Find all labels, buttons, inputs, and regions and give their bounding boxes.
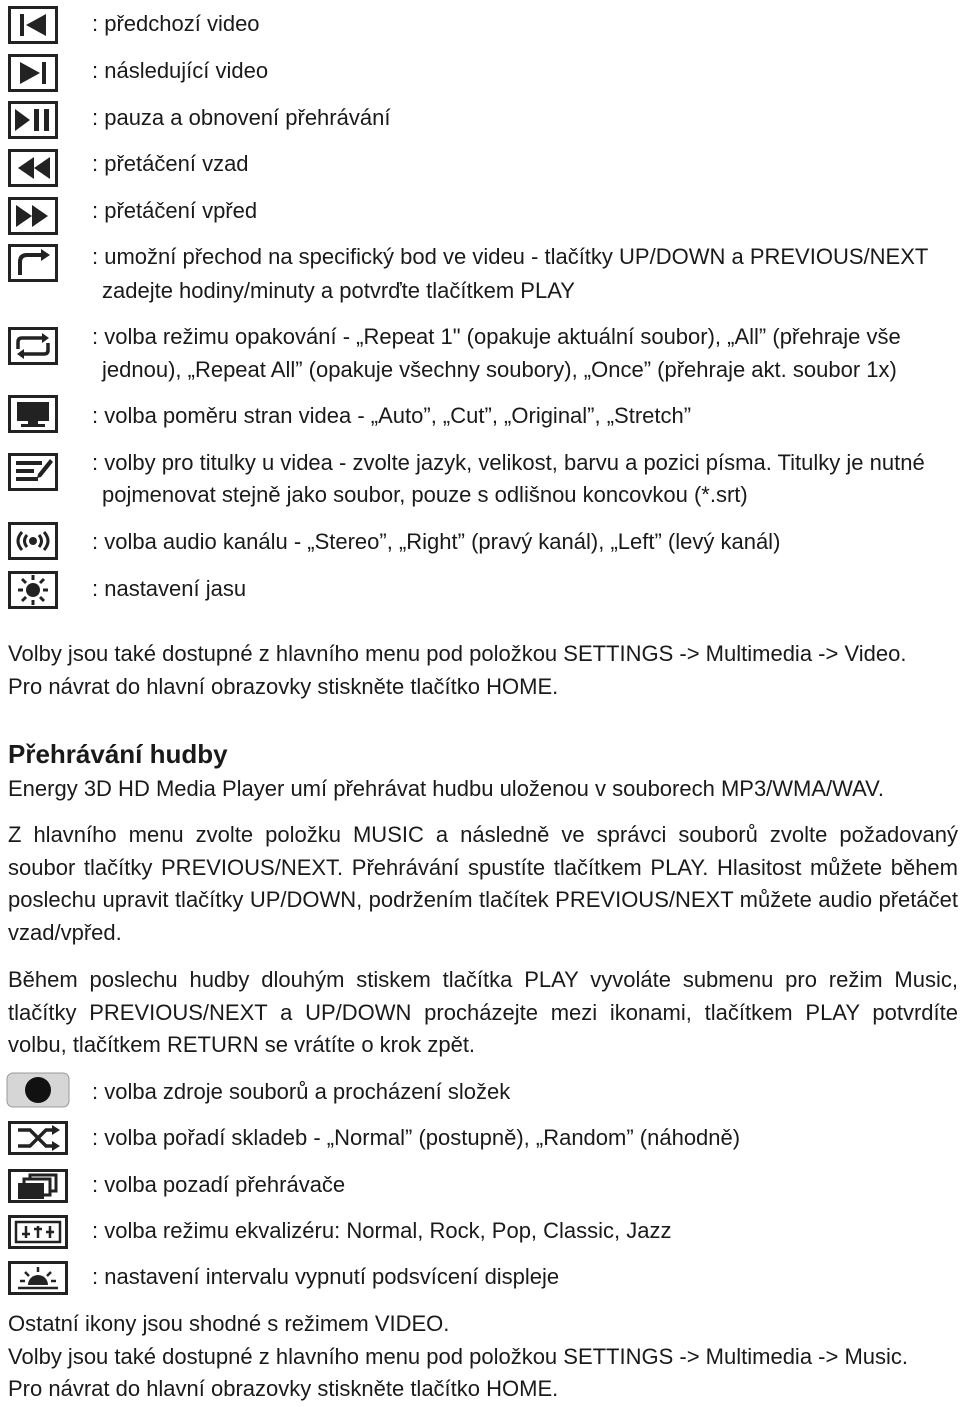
music-settings-note-line1: Ostatní ikony jsou shodné s režimem VIDEO. xyxy=(8,1311,450,1336)
shuffle-label: : volba pořadí skladeb - „Normal” (postupně), „Random” (náhodně) xyxy=(92,1125,741,1150)
play-pause-icon xyxy=(8,101,58,139)
audio-channel-icon xyxy=(8,522,58,560)
equalizer-label: : volba režimu ekvalizéru: Normal, Rock, Pop, Classic, Jazz xyxy=(92,1218,672,1243)
video-settings-note-line1: Volby jsou také dostupné z hlavního menu pod položkou SETTINGS -> Multimedia -> Video. xyxy=(8,641,907,666)
goto-icon xyxy=(8,244,58,282)
equalizer-icon xyxy=(8,1215,68,1249)
repeat-icon xyxy=(8,327,58,365)
music-settings-note-line3: Pro návrat do hlavní obrazovky stiskněte tlačítko HOME. xyxy=(8,1376,559,1401)
rewind-icon xyxy=(8,149,58,187)
previous-video-icon xyxy=(8,6,58,44)
brightness-label: : nastavení jasu xyxy=(92,576,247,601)
goto-label: : umožní přechod na specifický bod ve videu - tlačítky UP/DOWN a PREVIOUS/NEXT xyxy=(92,244,929,269)
backlight-timer-icon xyxy=(8,1261,68,1295)
music-paragraph-1: Z hlavního menu zvolte položku MUSIC a následně ve správci souborů zvolte požadovaný soubor tlačítky PREVIOUS/NEXT. Přehrávání spustíte tlačítkem PLAY. Hlasitost můžete během poslechu upravit tlačítky UP/DOWN, podržením tlačítek PREVIOUS/NEXT můžete audio přetáčet vzad/vpřed. xyxy=(8,822,958,945)
video-settings-note-line2: Pro návrat do hlavní obrazovky stiskněte tlačítko HOME. xyxy=(8,673,559,699)
source-folder-label: : volba zdroje souborů a procházení složek xyxy=(92,1079,511,1104)
music-paragraph-2: Během poslechu hudby dlouhým stiskem tlačítka PLAY vyvoláte submenu pro režim Music, tlačítky PREVIOUS/NEXT a UP/DOWN procházejte mezi ikonami, tlačítkem PLAY potvrdíte volbu, tlačítkem RETURN se vrátíte o krok zpět. xyxy=(8,967,958,1057)
subtitle-label-cont: pojmenovat stejně jako soubor, pouze s odlišnou koncovkou (*.srt) xyxy=(102,482,748,507)
music-intro: Energy 3D HD Media Player umí přehrávat hudbu uloženou v souborech MP3/WMA/WAV. xyxy=(8,776,884,801)
fast-forward-icon xyxy=(8,197,58,235)
monitor-icon xyxy=(8,395,58,433)
music-heading: Přehrávání hudby xyxy=(8,739,228,769)
fast-forward-label: : přetáčení vpřed xyxy=(92,198,258,223)
background-icon xyxy=(8,1169,68,1203)
source-folder-icon xyxy=(6,1071,70,1109)
repeat-label-cont: jednou), „Repeat All” (opakuje všechny soubory), „Once” (přehraje akt. soubor 1x) xyxy=(102,357,897,382)
background-label: : volba pozadí přehrávače xyxy=(92,1172,346,1197)
next-video-label: : následující video xyxy=(92,58,269,83)
aspect-ratio-label: : volba poměru stran videa - „Auto”, „Cut”, „Original”, „Stretch” xyxy=(92,403,692,428)
next-video-icon xyxy=(8,54,58,92)
goto-label-cont: zadejte hodiny/minuty a potvrďte tlačítkem PLAY xyxy=(102,278,575,303)
subtitle-icon xyxy=(8,453,58,491)
subtitle-label: : volby pro titulky u videa - zvolte jazyk, velikost, barvu a pozici písma. Titulky je nutné xyxy=(92,450,925,475)
music-settings-note-line2: Volby jsou také dostupné z hlavního menu pod položkou SETTINGS -> Multimedia -> Music. xyxy=(8,1343,909,1369)
rewind-label: : přetáčení vzad xyxy=(92,151,249,176)
music-settings-note xyxy=(8,1308,958,1406)
audio-channel-label: : volba audio kanálu - „Stereo”, „Right” (pravý kanál), „Left” (levý kanál) xyxy=(92,529,781,554)
play-pause-label: : pauza a obnovení přehrávání xyxy=(92,105,391,130)
brightness-icon xyxy=(8,571,58,609)
video-settings-note xyxy=(8,638,958,703)
backlight-timer-label: : nastavení intervalu vypnutí podsvícení displeje xyxy=(92,1264,560,1289)
repeat-label: : volba režimu opakování - „Repeat 1" (opakuje aktuální soubor), „All” (přehraje vše xyxy=(92,324,901,349)
shuffle-icon xyxy=(8,1121,68,1155)
previous-video-label: : předchozí video xyxy=(92,11,260,36)
